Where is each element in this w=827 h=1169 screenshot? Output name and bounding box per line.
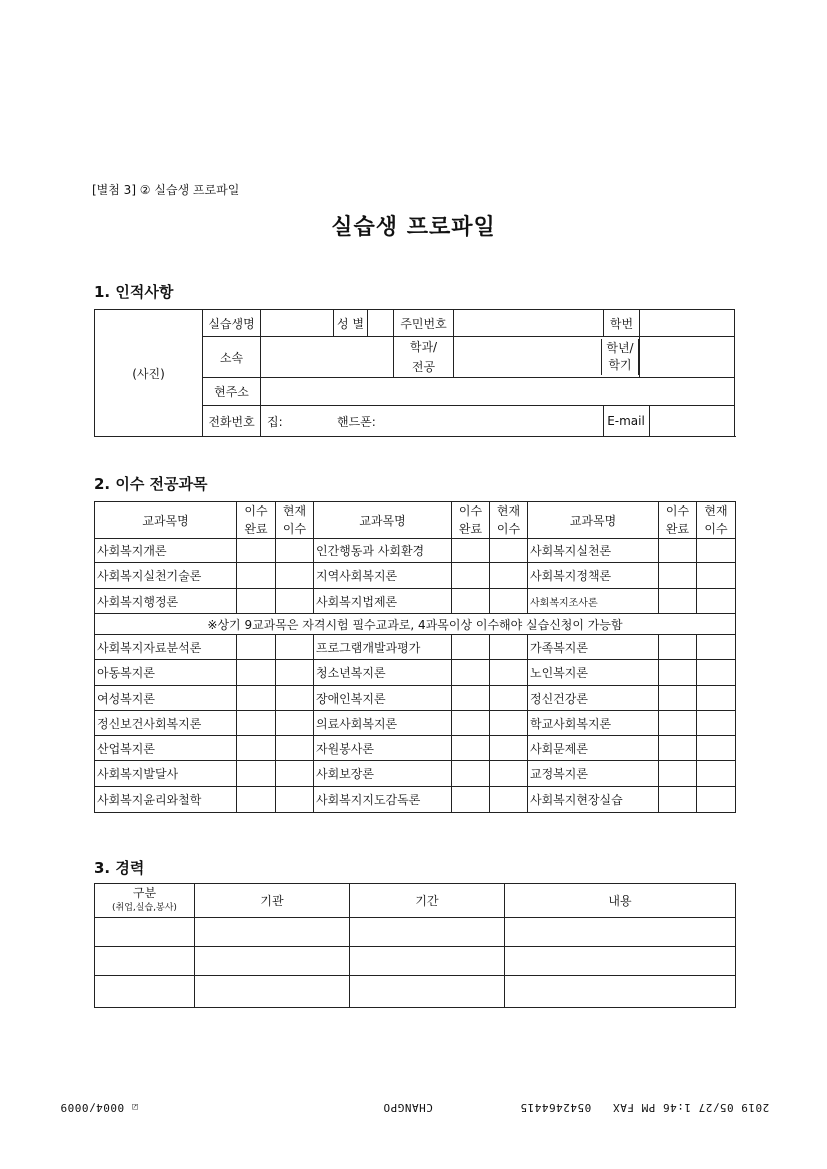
address-label: 현주소 — [203, 378, 261, 406]
done-check[interactable] — [452, 686, 490, 711]
now-check[interactable] — [697, 563, 736, 589]
header-subject: 교과목명 — [528, 502, 659, 539]
course-name: 산업복지론 — [95, 736, 237, 761]
done-check[interactable] — [237, 736, 276, 761]
header-type-line1: 구분 — [132, 885, 157, 900]
fax-footer-right: ☑ 0004/0009 — [60, 1101, 139, 1114]
course-name: 사회복지윤리와철학 — [95, 787, 237, 813]
gender-label: 성 별 — [334, 310, 368, 337]
course-name: 의료사회복지론 — [314, 711, 452, 736]
personal-info-table — [94, 309, 735, 437]
now-check[interactable] — [276, 761, 314, 787]
now-check[interactable] — [697, 736, 736, 761]
header-subject: 교과목명 — [95, 502, 237, 539]
now-check[interactable] — [276, 711, 314, 736]
course-name: 여성복지론 — [95, 686, 237, 711]
header-org: 기관 — [195, 884, 350, 918]
section3-heading: 3. 경력 — [94, 859, 145, 877]
done-check[interactable] — [659, 736, 697, 761]
org-field[interactable] — [195, 976, 350, 1008]
course-name: 노인복지론 — [528, 660, 659, 686]
page-title: 실습생 프로파일 — [331, 215, 496, 240]
done-check[interactable] — [237, 787, 276, 813]
done-check[interactable] — [659, 711, 697, 736]
name-label: 실습생명 — [203, 310, 261, 337]
course-name: 장애인복지론 — [314, 686, 452, 711]
course-name: 사회보장론 — [314, 761, 452, 787]
now-check[interactable] — [276, 686, 314, 711]
now-check[interactable] — [490, 539, 528, 563]
type-field[interactable] — [95, 976, 195, 1008]
header-now-line1: 현재 — [496, 504, 521, 518]
attachment-label: [별첨 3] ② 실습생 프로파일 — [92, 183, 240, 197]
now-check[interactable] — [697, 711, 736, 736]
header-done — [237, 502, 276, 539]
section1-heading: 1. 인적사항 — [94, 283, 174, 301]
course-name: 인간행동과 사회환경 — [314, 539, 452, 563]
now-check[interactable] — [490, 787, 528, 813]
done-check[interactable] — [452, 660, 490, 686]
header-done-line2: 완료 — [665, 522, 690, 536]
now-check[interactable] — [490, 635, 528, 660]
now-check[interactable] — [276, 589, 314, 614]
home-phone-label: 집: — [267, 414, 283, 429]
header-done-line1: 이수 — [244, 504, 268, 518]
course-name: 사회복지실천기술론 — [95, 563, 237, 589]
student-no-label: 학번 — [604, 310, 640, 337]
header-now — [276, 502, 314, 539]
email-label: E-mail — [604, 406, 651, 436]
header-type-line2: (취업,실습,봉사) — [112, 902, 177, 913]
header-done-line1: 이수 — [458, 504, 483, 518]
done-check[interactable] — [659, 761, 697, 787]
header-now — [490, 502, 528, 539]
header-now-line1: 현재 — [282, 504, 307, 518]
done-check[interactable] — [452, 711, 490, 736]
year-field[interactable] — [640, 337, 735, 378]
now-check[interactable] — [697, 686, 736, 711]
org-field[interactable] — [195, 947, 350, 976]
photo-placeholder: (사진) — [95, 310, 203, 437]
header-now-line2: 이수 — [496, 522, 521, 536]
now-check[interactable] — [276, 736, 314, 761]
career-row — [95, 918, 736, 947]
done-check[interactable] — [452, 761, 490, 787]
type-field[interactable] — [95, 947, 195, 976]
name-field[interactable] — [261, 310, 334, 337]
org-field[interactable] — [195, 918, 350, 947]
done-check[interactable] — [237, 589, 276, 614]
course-name: 교정복지론 — [528, 761, 659, 787]
done-check[interactable] — [237, 711, 276, 736]
fax-footer-left: 2019 05/27 1:46 PM FAX 0542464415 — [520, 1101, 770, 1114]
now-check[interactable] — [276, 539, 314, 563]
course-name: 사회복지자료분석론 — [95, 635, 237, 660]
done-check[interactable] — [237, 660, 276, 686]
dept-year-cell — [454, 337, 640, 378]
phone-label: 전화번호 — [203, 406, 261, 437]
fax-footer-middle: CHANGPO — [383, 1101, 433, 1114]
period-field[interactable] — [350, 918, 505, 947]
course-name: 사회복지행정론 — [95, 589, 237, 614]
done-check[interactable] — [452, 563, 490, 589]
section2-heading: 2. 이수 전공과목 — [94, 475, 208, 493]
header-period: 기간 — [350, 884, 505, 918]
header-subject: 교과목명 — [314, 502, 452, 539]
done-check[interactable] — [659, 635, 697, 660]
email-cell — [604, 406, 735, 437]
dept-label-line1: 학과/ — [409, 340, 438, 354]
course-name: 정신건강론 — [528, 686, 659, 711]
mobile-phone-label: 핸드폰: — [337, 414, 376, 429]
affiliation-field[interactable] — [261, 337, 394, 378]
course-name: 사회복지정책론 — [528, 563, 659, 589]
done-check[interactable] — [237, 686, 276, 711]
career-row — [95, 947, 736, 976]
done-check[interactable] — [237, 635, 276, 660]
period-field[interactable] — [350, 976, 505, 1008]
done-check[interactable] — [237, 761, 276, 787]
header-done-line2: 완료 — [458, 522, 483, 536]
course-name: 프로그램개발과평가 — [314, 635, 452, 660]
now-check[interactable] — [276, 660, 314, 686]
rrn-label: 주민번호 — [394, 310, 454, 337]
header-content: 내용 — [505, 884, 736, 918]
career-row — [95, 976, 736, 1008]
now-check[interactable] — [490, 711, 528, 736]
now-check[interactable] — [697, 589, 736, 614]
done-check[interactable] — [659, 660, 697, 686]
now-check[interactable] — [697, 635, 736, 660]
now-check[interactable] — [697, 539, 736, 563]
type-field[interactable] — [95, 918, 195, 947]
done-check[interactable] — [237, 539, 276, 563]
phone-cell — [261, 406, 604, 437]
course-name: 학교사회복지론 — [528, 711, 659, 736]
header-now-line1: 현재 — [704, 504, 728, 518]
courses-table — [94, 501, 736, 813]
affiliation-label: 소속 — [203, 337, 261, 378]
header-done-line1: 이수 — [665, 504, 690, 518]
year-label-line1: 학년/ — [606, 341, 634, 355]
now-check[interactable] — [276, 635, 314, 660]
year-label-line2: 학기 — [608, 358, 632, 372]
done-check[interactable] — [452, 635, 490, 660]
content-field[interactable] — [505, 976, 736, 1008]
course-name: 사회복지법제론 — [314, 589, 452, 614]
dept-label — [394, 337, 454, 378]
course-name: 지역사회복지론 — [314, 563, 452, 589]
rrn-field[interactable] — [454, 310, 604, 337]
course-name: 자원봉사론 — [314, 736, 452, 761]
course-name: 아동복지론 — [95, 660, 237, 686]
header-type — [95, 884, 195, 918]
done-check[interactable] — [452, 539, 490, 563]
done-check[interactable] — [452, 736, 490, 761]
course-name: 사회복지현장실습 — [528, 787, 659, 813]
address-field[interactable] — [261, 378, 735, 406]
career-table — [94, 883, 736, 1008]
done-check[interactable] — [659, 539, 697, 563]
done-check[interactable] — [659, 787, 697, 813]
student-no-field[interactable] — [640, 310, 735, 337]
header-now-line2: 이수 — [704, 522, 728, 536]
course-name: 가족복지론 — [528, 635, 659, 660]
now-check[interactable] — [490, 563, 528, 589]
dept-label-line2: 전공 — [411, 360, 436, 374]
now-check[interactable] — [697, 660, 736, 686]
done-check[interactable] — [659, 686, 697, 711]
now-check[interactable] — [697, 761, 736, 787]
year-label — [602, 339, 639, 375]
period-field[interactable] — [350, 947, 505, 976]
requirement-note: ※상기 9교과목은 자격시험 필수교과로, 4과목이상 이수해야 실습신청이 가능함 — [95, 614, 736, 635]
header-done-line2: 완료 — [244, 522, 268, 536]
done-check[interactable] — [659, 589, 697, 614]
now-check[interactable] — [490, 736, 528, 761]
now-check[interactable] — [697, 787, 736, 813]
header-now — [697, 502, 736, 539]
done-check[interactable] — [659, 563, 697, 589]
now-check[interactable] — [490, 589, 528, 614]
now-check[interactable] — [490, 686, 528, 711]
course-name: 사회문제론 — [528, 736, 659, 761]
now-check[interactable] — [276, 563, 314, 589]
content-field[interactable] — [505, 918, 736, 947]
course-name: 사회복지실천론 — [528, 539, 659, 563]
now-check[interactable] — [276, 787, 314, 813]
course-name: 사회복지지도감독론 — [314, 787, 452, 813]
header-now-line2: 이수 — [282, 522, 307, 536]
course-name: 청소년복지론 — [314, 660, 452, 686]
content-field[interactable] — [505, 947, 736, 976]
course-name: 사회복지발달사 — [95, 761, 237, 787]
done-check[interactable] — [452, 589, 490, 614]
course-name: 사회복지조사론 — [528, 589, 659, 614]
now-check[interactable] — [490, 660, 528, 686]
done-check[interactable] — [237, 563, 276, 589]
header-done — [659, 502, 697, 539]
gender-field[interactable] — [368, 310, 394, 337]
done-check[interactable] — [452, 787, 490, 813]
course-name: 사회복지개론 — [95, 539, 237, 563]
course-name: 정신보건사회복지론 — [95, 711, 237, 736]
header-done — [452, 502, 490, 539]
dept-field[interactable] — [454, 339, 602, 375]
now-check[interactable] — [490, 761, 528, 787]
